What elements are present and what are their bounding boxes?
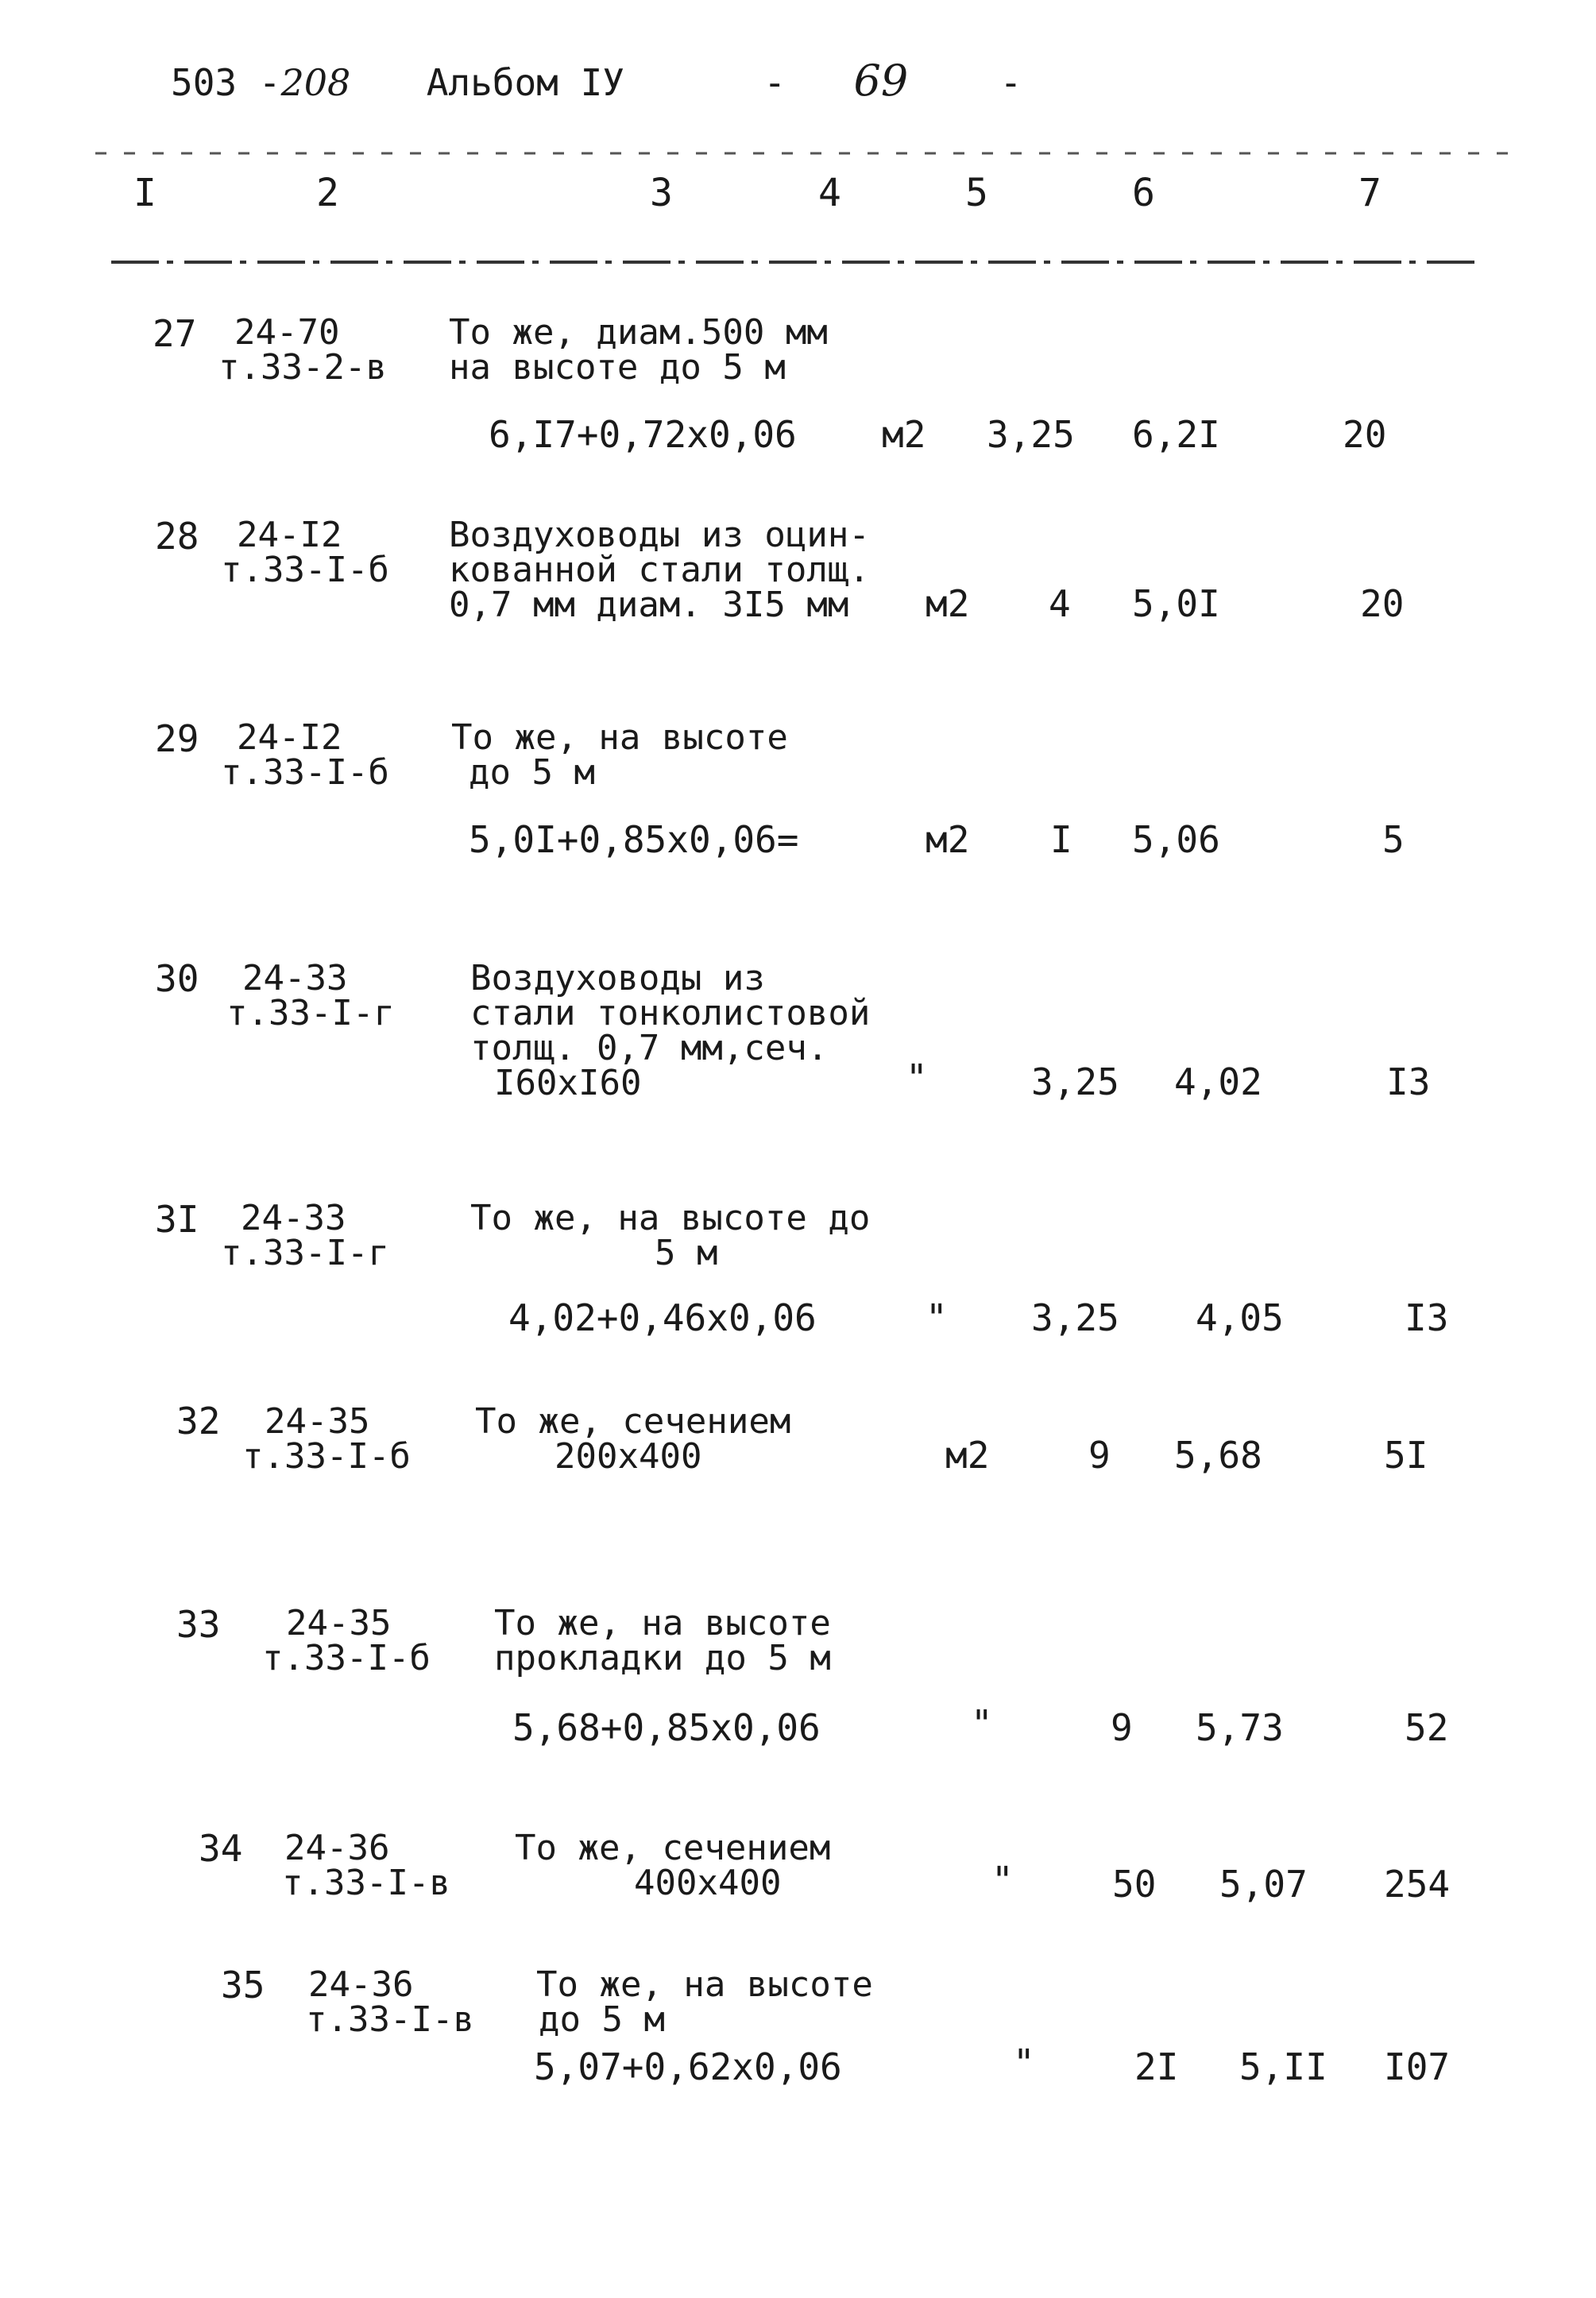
quantity-cell: 3,25 bbox=[1031, 1296, 1119, 1339]
description-line: I60xI60 bbox=[494, 1063, 642, 1103]
calculation-formula: 4,02+0,46x0,06 bbox=[508, 1296, 817, 1339]
table-reference: т.33-I-г bbox=[226, 993, 395, 1033]
total-cell: 254 bbox=[1384, 1863, 1451, 1906]
row-number: 33 bbox=[176, 1603, 221, 1646]
column-number: 2 bbox=[316, 171, 339, 215]
total-cell: 5I bbox=[1384, 1434, 1428, 1477]
row-number: 28 bbox=[155, 515, 199, 558]
price-cell: 5,68 bbox=[1174, 1434, 1262, 1477]
description-line: до 5 м bbox=[469, 752, 595, 793]
column-number: I bbox=[133, 171, 157, 215]
item-code bbox=[226, 958, 395, 1033]
description-line: То же, на высоте bbox=[451, 717, 788, 758]
description-line: Воздуховоды из оцин- bbox=[449, 515, 870, 555]
column-number: 3 bbox=[650, 171, 673, 215]
price-cell: 5,73 bbox=[1196, 1706, 1284, 1749]
column-number: 4 bbox=[818, 171, 841, 215]
total-cell: 52 bbox=[1405, 1706, 1449, 1749]
unit-cell: м2 bbox=[882, 413, 926, 456]
description-line: толщ. 0,7 мм,сеч. bbox=[470, 1028, 829, 1068]
description-line: То же, сечением bbox=[475, 1401, 791, 1442]
item-description bbox=[449, 312, 828, 388]
item-description bbox=[494, 1603, 831, 1678]
description-line: То же, на высоте bbox=[536, 1964, 873, 2005]
price-cell: 5,II bbox=[1239, 2045, 1327, 2088]
album-label: Альбом IУ bbox=[426, 61, 624, 104]
table-reference: т.33-I-в bbox=[306, 1999, 474, 2040]
description-line: стали тонколистовой bbox=[470, 993, 871, 1033]
quantity-cell: 50 bbox=[1112, 1863, 1157, 1906]
quantity-cell: 9 bbox=[1111, 1706, 1133, 1749]
norm-code: 24-70 bbox=[234, 312, 340, 353]
total-cell: I3 bbox=[1386, 1060, 1431, 1103]
unit-cell: " bbox=[991, 1859, 1014, 1902]
norm-code: 24-35 bbox=[265, 1401, 370, 1442]
quantity-cell: 2I bbox=[1134, 2045, 1179, 2088]
unit-cell: " bbox=[906, 1056, 928, 1099]
table-reference: т.33-I-г bbox=[221, 1233, 389, 1273]
quantity-cell: 3,25 bbox=[987, 413, 1075, 456]
calculation-formula: 6,I7+0,72x0,06 bbox=[489, 413, 797, 456]
price-cell: 4,05 bbox=[1196, 1296, 1284, 1339]
unit-cell: м2 bbox=[945, 1434, 990, 1477]
row-number: 27 bbox=[153, 312, 197, 355]
item-description bbox=[470, 958, 871, 1103]
page-dash-left: - bbox=[763, 61, 786, 104]
description-line: прокладки до 5 м bbox=[494, 1638, 831, 1678]
description-line: То же, на высоте до bbox=[470, 1198, 871, 1238]
description-line: 400x400 bbox=[634, 1863, 782, 1903]
column-number: 5 bbox=[965, 171, 988, 215]
item-description bbox=[451, 717, 788, 793]
price-cell: 5,06 bbox=[1132, 818, 1220, 861]
item-code bbox=[282, 1828, 450, 1903]
price-cell: 5,07 bbox=[1219, 1863, 1308, 1906]
item-code bbox=[306, 1964, 474, 2040]
unit-cell: " bbox=[1013, 2041, 1035, 2084]
handwritten-series-number: 208 bbox=[280, 61, 351, 104]
price-cell: 4,02 bbox=[1174, 1060, 1262, 1103]
norm-code: 24-33 bbox=[242, 958, 348, 998]
table-reference: т.33-2-в bbox=[218, 347, 387, 388]
item-code bbox=[262, 1603, 431, 1678]
item-description bbox=[515, 1828, 831, 1903]
calculation-formula: 5,68+0,85x0,06 bbox=[512, 1706, 821, 1749]
norm-code: 24-33 bbox=[241, 1198, 346, 1238]
table-reference: т.33-I-б bbox=[221, 550, 389, 590]
norm-code: 24-36 bbox=[284, 1828, 390, 1868]
calculation-formula: 5,07+0,62x0,06 bbox=[534, 2045, 842, 2088]
price-cell: 5,0I bbox=[1132, 582, 1220, 625]
description-line: 200x400 bbox=[555, 1436, 702, 1477]
row-number: 29 bbox=[155, 717, 199, 760]
item-code bbox=[221, 1198, 389, 1273]
description-line: Воздуховоды из bbox=[470, 958, 765, 998]
total-cell: I07 bbox=[1384, 2045, 1451, 2088]
unit-cell: м2 bbox=[926, 818, 970, 861]
description-line: до 5 м bbox=[539, 1999, 665, 2040]
unit-cell: " bbox=[926, 1296, 948, 1339]
quantity-cell: 3,25 bbox=[1031, 1060, 1119, 1103]
item-description bbox=[470, 1198, 871, 1273]
item-description bbox=[536, 1964, 873, 2040]
description-line: на высоте до 5 м bbox=[449, 347, 786, 388]
calculation-formula: 5,0I+0,85x0,06= bbox=[469, 818, 799, 861]
description-line: То же, диам.500 мм bbox=[449, 312, 828, 353]
table-reference: т.33-I-в bbox=[282, 1863, 450, 1903]
description-line: То же, сечением bbox=[515, 1828, 831, 1868]
total-cell: 5 bbox=[1382, 818, 1405, 861]
item-code bbox=[218, 312, 387, 388]
item-code bbox=[221, 515, 389, 590]
row-number: 3I bbox=[155, 1198, 199, 1241]
table-reference: т.33-I-б bbox=[242, 1436, 411, 1477]
description-line: кованной стали толщ. bbox=[449, 550, 870, 590]
total-cell: 20 bbox=[1343, 413, 1387, 456]
total-cell: I3 bbox=[1405, 1296, 1449, 1339]
row-number: 34 bbox=[199, 1827, 243, 1870]
unit-cell: " bbox=[971, 1702, 993, 1745]
page-dash-right: - bbox=[999, 61, 1022, 104]
item-description bbox=[449, 515, 870, 625]
row-number: 32 bbox=[176, 1400, 221, 1443]
unit-cell: м2 bbox=[926, 582, 970, 625]
column-number: 6 bbox=[1132, 171, 1155, 215]
table-reference: т.33-I-б bbox=[221, 752, 389, 793]
norm-code: 24-I2 bbox=[237, 515, 342, 555]
total-cell: 20 bbox=[1360, 582, 1405, 625]
description-line: То же, на высоте bbox=[494, 1603, 831, 1643]
table-reference: т.33-I-б bbox=[262, 1638, 431, 1678]
quantity-cell: 4 bbox=[1049, 582, 1071, 625]
row-number: 30 bbox=[155, 957, 199, 1000]
item-code bbox=[242, 1401, 411, 1477]
norm-code: 24-35 bbox=[286, 1603, 392, 1643]
quantity-cell: 9 bbox=[1088, 1434, 1111, 1477]
series-code: 503 - bbox=[171, 61, 281, 104]
row-number: 35 bbox=[221, 1964, 265, 2006]
document-header bbox=[171, 56, 1022, 106]
description-line: 5 м bbox=[655, 1233, 718, 1273]
norm-code: 24-36 bbox=[308, 1964, 414, 2005]
handwritten-page-number: 69 bbox=[853, 56, 909, 106]
description-line: 0,7 мм диам. 3I5 мм bbox=[449, 585, 849, 625]
item-description bbox=[475, 1401, 791, 1477]
column-number: 7 bbox=[1358, 171, 1382, 215]
item-code bbox=[221, 717, 389, 793]
price-cell: 6,2I bbox=[1132, 413, 1220, 456]
quantity-cell: I bbox=[1050, 818, 1072, 861]
norm-code: 24-I2 bbox=[237, 717, 342, 758]
